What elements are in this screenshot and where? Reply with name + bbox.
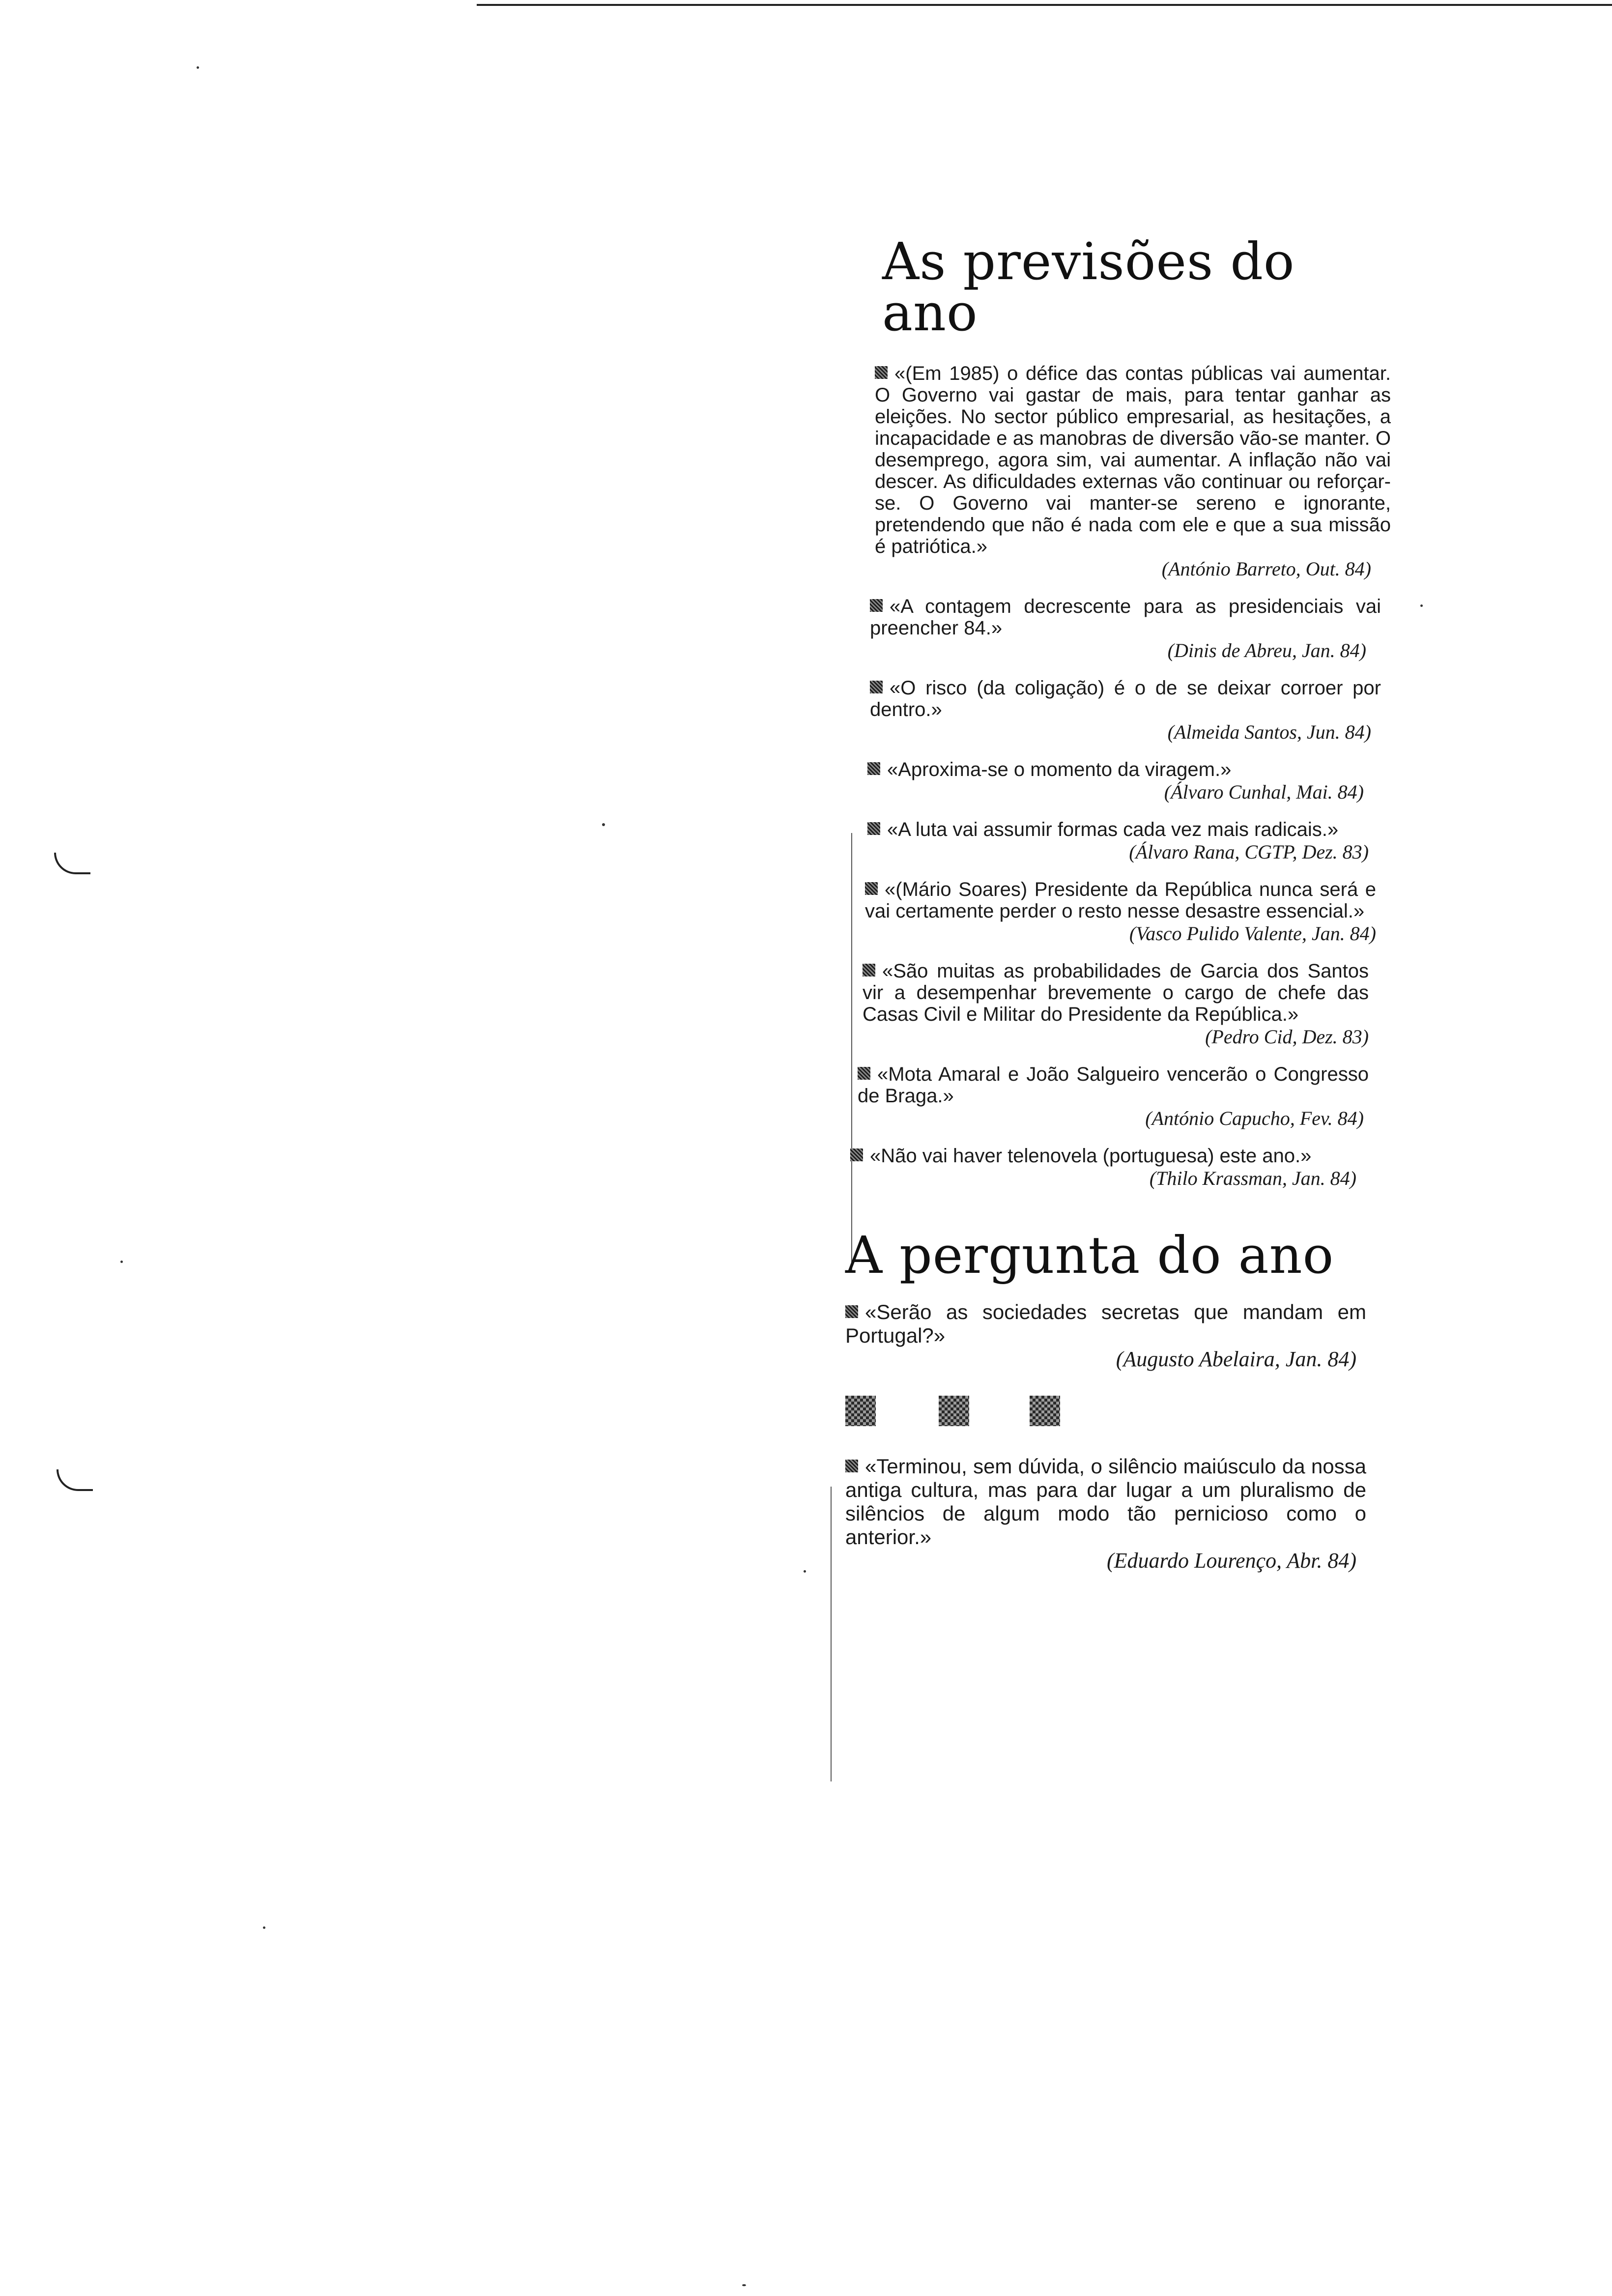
quote-source: (Eduardo Lourenço, Abr. 84) — [1106, 1549, 1356, 1573]
quote-entry — [845, 1455, 1366, 1573]
bullet-icon — [867, 822, 880, 835]
quote-text: «Mota Amaral e João Salgueiro vencerão o Congresso de Braga.» — [858, 1063, 1369, 1107]
quote-text: «(Em 1985) o défice das contas públicas vai aumentar. O Governo vai gastar de mais, para tentar ganhar as eleições. No sector público empresarial, as hesitações, a incapacidade e as manobras de diversão vão-se manter. O desemprego, agora sim, vai aumentar. A inflação não vai descer. As dificuldades externas vão continuar ou reforçar-se. O Governo vai manter-se sereno e ignorante, pretendendo que não é nada com ele e que a sua missão é patriótica.» — [875, 363, 1391, 557]
bullet-icon — [865, 882, 878, 895]
section-title-pergunta: A pergunta do ano — [845, 1225, 1334, 1285]
quote-entry — [865, 879, 1376, 946]
quote-text: «(Mário Soares) Presidente da República nunca será e vai certamente perder o resto nesse desastre essencial.» — [865, 879, 1376, 922]
quote-text: «Terminou, sem dúvida, o silêncio maiúsculo da nossa antiga cultura, mas para dar lugar a um pluralismo de silêncios de algum modo tão pernicioso como o anterior.» — [845, 1455, 1366, 1549]
quote-source: (Álvaro Cunhal, Mai. 84) — [1164, 781, 1364, 803]
bullet-icon — [863, 964, 875, 976]
quote-text: «Não vai haver telenovela (portuguesa) este ano.» — [850, 1145, 1366, 1167]
scan-mark-left-lower — [57, 1469, 93, 1491]
top-rule — [477, 4, 1612, 6]
quote-text: «Serão as sociedades secretas que mandam em Portugal?» — [845, 1300, 1366, 1347]
ornament-icon — [845, 1396, 876, 1426]
quote-source: (Almeida Santos, Jun. 84) — [1167, 721, 1371, 743]
bullet-icon — [858, 1067, 870, 1080]
quote-source: (Álvaro Rana, CGTP, Dez. 83) — [1129, 841, 1369, 863]
bullet-icon — [845, 1305, 858, 1318]
bullet-icon — [850, 1148, 863, 1161]
quote-entry — [858, 1063, 1369, 1130]
bullet-icon — [870, 681, 883, 693]
quote-entry — [870, 677, 1381, 744]
quote-text: «O risco (da coligação) é o de se deixar corroer por dentro.» — [870, 677, 1381, 720]
quote-source: (Dinis de Abreu, Jan. 84) — [1167, 639, 1366, 661]
article-column — [835, 231, 1391, 1573]
quote-text: «A contagem decrescente para as presidenciais vai preencher 84.» — [870, 596, 1381, 639]
speck — [263, 1926, 265, 1929]
quote-source: (António Capucho, Fev. 84) — [1145, 1107, 1364, 1129]
ornament-icon — [939, 1396, 969, 1426]
quote-entry — [863, 960, 1369, 1049]
scan-mark-left-upper — [54, 853, 90, 874]
quote-source: (Vasco Pulido Valente, Jan. 84) — [1129, 922, 1376, 945]
section-title-previsoes: As previsões do ano — [882, 231, 1295, 343]
separator-icons — [845, 1391, 1391, 1435]
quote-entry — [845, 1300, 1366, 1371]
speck — [602, 823, 605, 826]
speck — [197, 66, 199, 69]
bullet-icon — [845, 1460, 858, 1472]
quote-entry — [850, 1145, 1366, 1190]
quote-source: (António Barreto, Out. 84) — [1161, 558, 1371, 580]
bullet-icon — [867, 762, 880, 775]
quote-source: (Pedro Cid, Dez. 83) — [1205, 1026, 1369, 1048]
margin-line — [831, 1487, 832, 1781]
ornament-icon — [1030, 1396, 1060, 1426]
speck — [120, 1261, 123, 1263]
speck — [804, 1570, 806, 1573]
quote-text: «São muitas as probabilidades de Garcia dos Santos vir a desempenhar brevemente o cargo de chefe das Casas Civil e Militar do Presidente da República.» — [863, 960, 1369, 1025]
quote-entry — [867, 759, 1374, 804]
quote-entry — [870, 596, 1381, 662]
quote-source: (Thilo Krassman, Jan. 84) — [1149, 1167, 1356, 1189]
quote-text: «A luta vai assumir formas cada vez mais radicais.» — [867, 819, 1374, 840]
quote-entry — [875, 363, 1391, 581]
speck — [742, 2284, 746, 2286]
bullet-icon — [875, 366, 888, 379]
quote-text: «Aproxima-se o momento da viragem.» — [867, 759, 1374, 780]
speck — [1420, 604, 1423, 607]
quote-entry — [867, 819, 1374, 864]
quote-source: (Augusto Abelaira, Jan. 84) — [1116, 1347, 1356, 1371]
bullet-icon — [870, 599, 883, 612]
